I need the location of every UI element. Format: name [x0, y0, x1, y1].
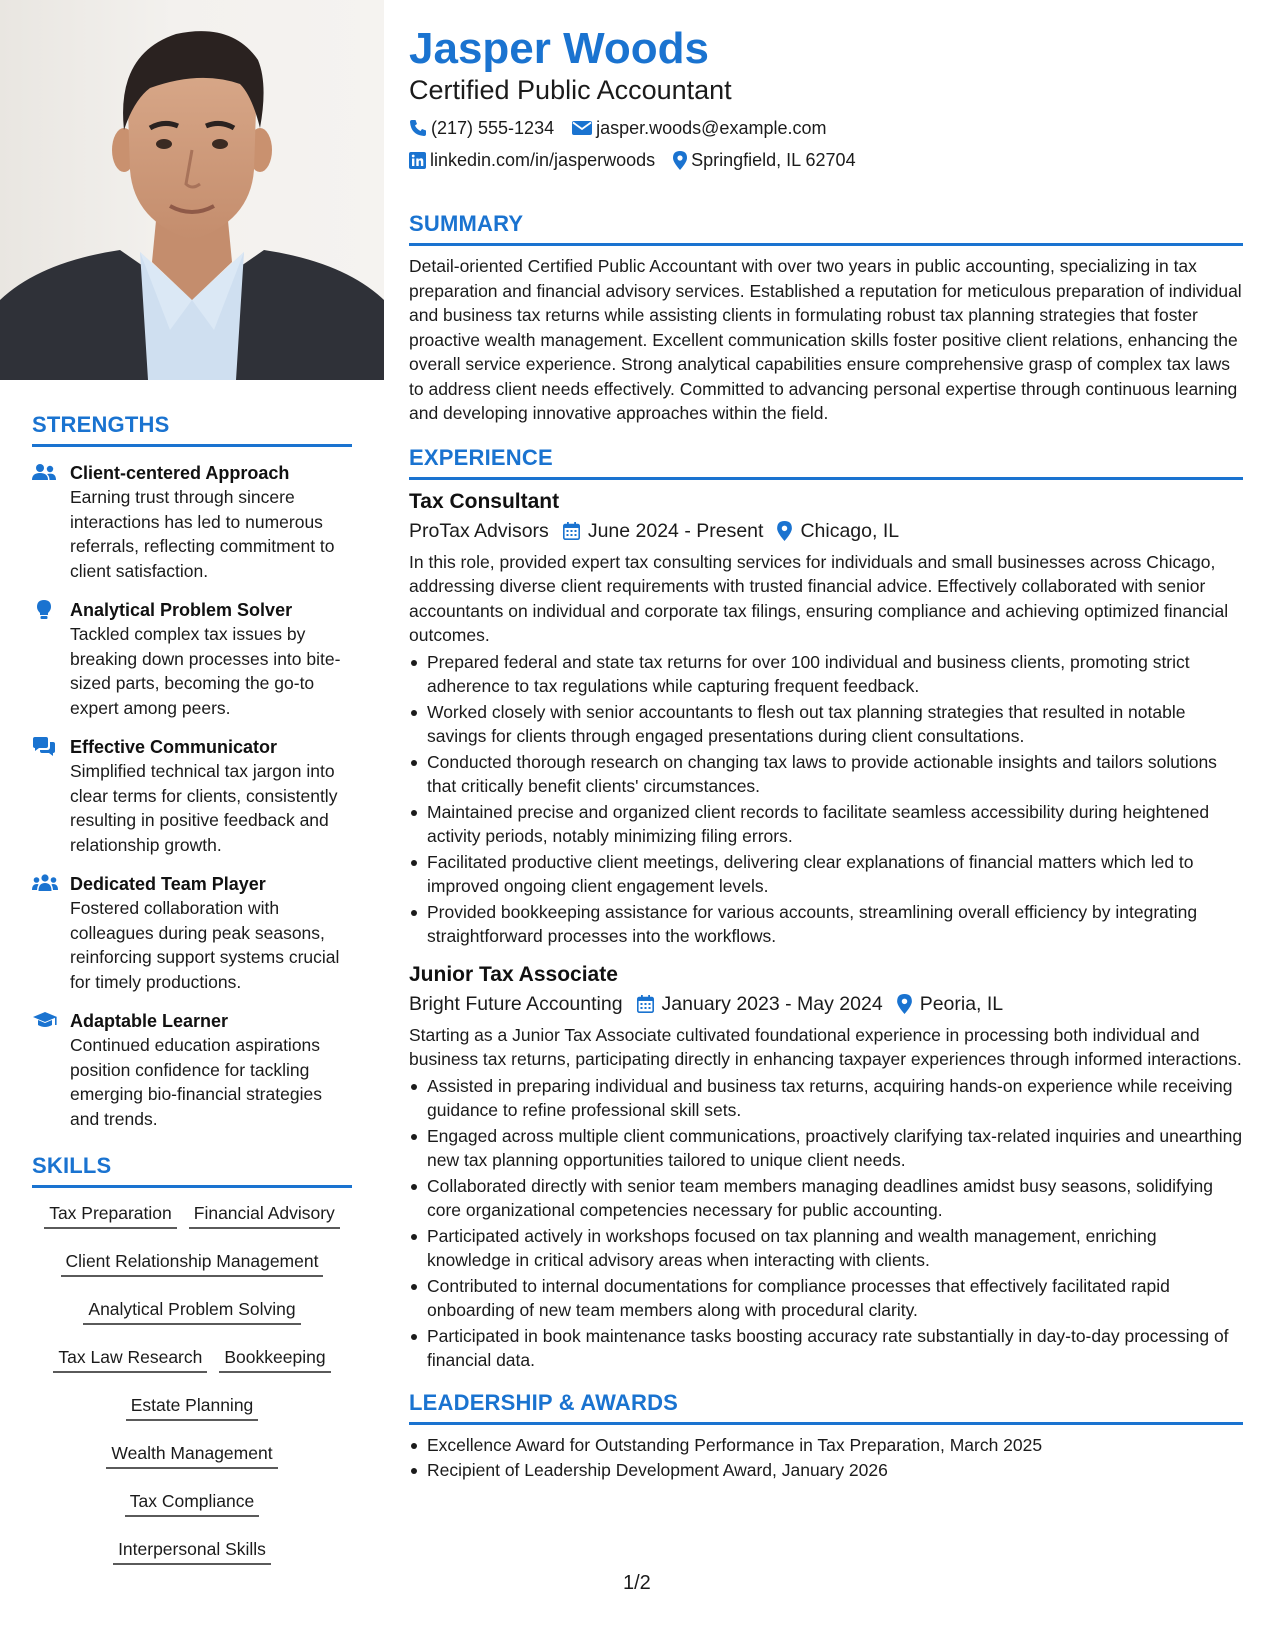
phone-text: (217) 555-1234	[431, 117, 555, 138]
strength-text: Continued education aspirations position confidence for tackling emerging bio-financial strategies and trends.	[70, 1035, 322, 1129]
skill-tag: Analytical Problem Solving	[83, 1298, 300, 1325]
left-column	[32, 412, 352, 1586]
envelope-icon	[572, 120, 592, 136]
skill-tag: Client Relationship Management	[61, 1250, 324, 1277]
skill-tag: Tax Compliance	[125, 1490, 260, 1517]
map-pin-icon	[777, 521, 792, 541]
summary-text: Detail-oriented Certified Public Accountant with over two years in public accounting, specializing in tax preparation and financial advisory services. Established a reputation for meticulous preparation of individual and business tax returns while assisting clients in formulating robust tax planning strategies that foster proactive wealth management. Excellent communication skills foster positive client relations, enhancing the overall service experience. Strong analytical capabilities ensure comprehensive grasp of complex tax laws to address client needs effectively. Committed to advancing personal expertise through continuous learning and developing innovative approaches within the field.	[409, 256, 1242, 423]
award-item: Excellence Award for Outstanding Performance in Tax Preparation, March 2025	[409, 1433, 1243, 1458]
strength-title: Dedicated Team Player	[70, 874, 266, 894]
job-bullet: Conducted thorough research on changing tax laws to provide actionable insights and tailors solutions that critically benefit clients' circumstances.	[409, 750, 1243, 799]
strength-title: Effective Communicator	[70, 737, 278, 757]
job-bullet: Assisted in preparing individual and business tax returns, acquiring hands-on experience while receiving guidance to refine professional skill sets.	[409, 1074, 1243, 1123]
company-name: ProTax Advisors	[409, 519, 549, 542]
contact-info	[409, 112, 1243, 176]
summary-heading: SUMMARY	[409, 211, 1243, 246]
skill-tag: Financial Advisory	[189, 1202, 340, 1229]
job-meta	[409, 516, 1243, 546]
job-meta	[409, 989, 1243, 1019]
skills-heading: SKILLS	[32, 1153, 352, 1188]
lightbulb-icon	[32, 598, 70, 720]
email-contact[interactable]	[572, 118, 826, 139]
strength-title: Client-centered Approach	[70, 463, 290, 483]
job-description: Starting as a Junior Tax Associate cultivated foundational experience in processing both individual and business tax returns, participating directly in enhancing taxpayer experiences through informed interactions.	[409, 1024, 1242, 1069]
job-location: Chicago, IL	[800, 519, 900, 542]
strength-title: Analytical Problem Solver	[70, 600, 293, 620]
skill-tag: Wealth Management	[106, 1442, 277, 1469]
job-location: Peoria, IL	[919, 992, 1004, 1015]
experience-heading: EXPERIENCE	[409, 445, 1243, 480]
job-title: Tax Consultant	[409, 489, 560, 513]
skill-tag: Interpersonal Skills	[113, 1538, 271, 1565]
strengths-heading: STRENGTHS	[32, 412, 352, 447]
strength-item	[32, 461, 352, 583]
portrait-illustration	[0, 0, 384, 380]
job-bullets	[409, 650, 1243, 949]
phone-contact[interactable]	[409, 118, 554, 139]
map-pin-icon	[673, 151, 687, 170]
team-icon	[32, 872, 70, 994]
candidate-title: Certified Public Accountant	[409, 75, 732, 105]
job-bullet: Engaged across multiple client communications, proactively clarifying tax-related inquiries and unearthing new tax planning opportunities tailored to unique client needs.	[409, 1124, 1243, 1173]
strength-text: Fostered collaboration with colleagues during peak seasons, reinforcing support systems crucial for timely productions.	[70, 898, 340, 992]
graduation-cap-icon	[32, 1009, 70, 1131]
strength-text: Simplified technical tax jargon into clear terms for clients, consistently resulting in positive feedback and relationship growth.	[70, 761, 338, 855]
strength-text: Earning trust through sincere interactions has led to numerous referrals, reflecting commitment to client satisfaction.	[70, 487, 335, 581]
users-icon	[32, 461, 70, 583]
job-dates: January 2023 - May 2024	[661, 992, 883, 1015]
job-description: In this role, provided expert tax consulting services for individuals and small businesses across Chicago, addressing diverse client requirements with trusted financial advice. Effectively collaborated with senior accountants on individual and corporate tax filings, ensuring compliance and achieving optimized financial outcomes.	[409, 551, 1229, 645]
linkedin-icon	[409, 152, 426, 169]
job-bullet: Provided bookkeeping assistance for various accounts, streamlining overall efficiency by integrating straightforward processes into the workflows.	[409, 900, 1243, 949]
calendar-icon	[563, 522, 580, 540]
job-bullet: Participated actively in workshops focused on tax planning and wealth management, enriching knowledge in critical advisory areas when interacting with clients.	[409, 1224, 1243, 1273]
job-bullet: Collaborated directly with senior team members managing deadlines amidst busy seasons, solidifying core organizational competencies necessary for public accounting.	[409, 1174, 1243, 1223]
location-contact	[673, 150, 855, 171]
strength-item	[32, 872, 352, 994]
awards-list	[409, 1433, 1243, 1483]
skills-list	[32, 1202, 352, 1586]
company-name: Bright Future Accounting	[409, 992, 623, 1015]
strength-text: Tackled complex tax issues by breaking down processes into bite-sized parts, becoming the go-to expert among peers.	[70, 624, 341, 718]
location-text: Springfield, IL 62704	[691, 149, 856, 170]
skill-tag: Tax Preparation	[44, 1202, 177, 1229]
comments-icon	[32, 735, 70, 857]
job-dates: June 2024 - Present	[587, 519, 764, 542]
awards-heading: LEADERSHIP & AWARDS	[409, 1390, 1243, 1425]
job-bullet: Facilitated productive client meetings, delivering clear explanations of financial matters which led to improved ongoing client engagement levels.	[409, 850, 1243, 899]
job-entry	[409, 961, 1243, 1373]
job-entry	[409, 488, 1243, 949]
skill-tag: Tax Law Research	[53, 1346, 207, 1373]
right-column	[409, 22, 1243, 1484]
skill-tag: Estate Planning	[126, 1394, 259, 1421]
linkedin-contact[interactable]	[409, 150, 655, 171]
strength-item	[32, 598, 352, 720]
strength-title: Adaptable Learner	[70, 1011, 229, 1031]
profile-photo	[0, 0, 384, 380]
skill-tag: Bookkeeping	[219, 1346, 330, 1373]
map-pin-icon	[897, 994, 912, 1014]
job-bullets	[409, 1074, 1243, 1373]
strength-item	[32, 1009, 352, 1131]
job-bullet: Maintained precise and organized client records to facilitate seamless accessibility during heightened activity periods, notably minimizing filing errors.	[409, 800, 1243, 849]
job-bullet: Contributed to internal documentations for compliance processes that effectively facilitated rapid onboarding of new team members along with procedural clarity.	[409, 1274, 1243, 1323]
page-number: 1/2	[623, 1572, 651, 1594]
candidate-name: Jasper Woods	[409, 24, 709, 73]
job-bullet: Prepared federal and state tax returns for over 100 individual and business clients, promoting strict adherence to tax regulations while capturing frequent feedback.	[409, 650, 1243, 699]
calendar-icon	[637, 995, 654, 1013]
job-bullet: Worked closely with senior accountants to flesh out tax planning strategies that resulted in notable savings for clients through engaged presentations during client consultations.	[409, 700, 1243, 749]
strengths-list	[32, 461, 352, 1131]
job-bullet: Participated in book maintenance tasks boosting accuracy rate substantially in day-to-day processing of financial data.	[409, 1324, 1243, 1373]
strength-item	[32, 735, 352, 857]
email-text: jasper.woods@example.com	[596, 117, 827, 138]
phone-icon	[409, 119, 427, 137]
job-title: Junior Tax Associate	[409, 962, 618, 986]
award-item: Recipient of Leadership Development Award, January 2026	[409, 1458, 1243, 1483]
linkedin-text: linkedin.com/in/jasperwoods	[430, 149, 656, 170]
